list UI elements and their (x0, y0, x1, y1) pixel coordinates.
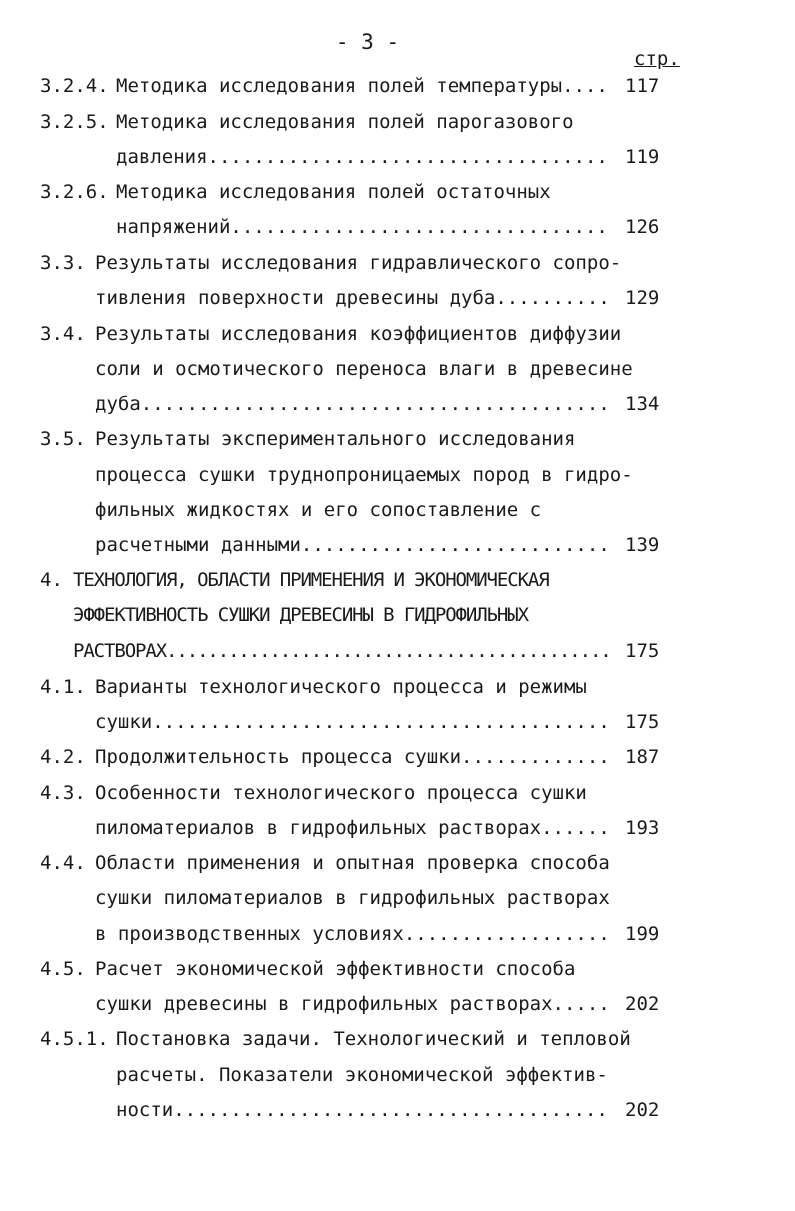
page-column-label: стр. (634, 48, 680, 70)
page-number: - 3 - (335, 30, 400, 54)
